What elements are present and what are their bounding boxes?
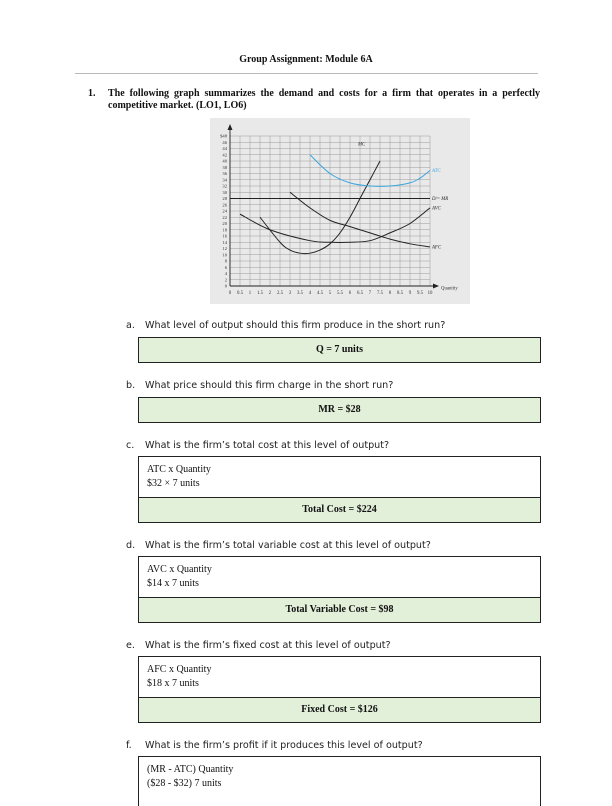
- subq-f-text: What is the firm’s profit if it produces this level of output?: [145, 740, 423, 751]
- question-number: 1.: [88, 88, 96, 99]
- x-tick-label: 10: [427, 291, 433, 296]
- x-tick-label: 0.5: [237, 291, 243, 296]
- x-tick-label: 5.5: [337, 291, 343, 296]
- y-tick-label: 14: [222, 239, 227, 245]
- x-tick-label: 4.5: [317, 291, 323, 296]
- subq-e-work-line-2: $18 x 7 units: [147, 678, 199, 689]
- y-tick-label: 28: [222, 196, 227, 202]
- subq-c-work-line-2: $32 × 7 units: [147, 478, 200, 489]
- subq-d-work-line-2: $14 x 7 units: [147, 578, 199, 589]
- subq-e-answer: Fixed Cost = $126: [138, 697, 541, 723]
- page-title: Group Assignment: Module 6A: [239, 54, 373, 65]
- subq-d-work: [138, 556, 541, 598]
- subq-e-letter: e.: [126, 640, 135, 651]
- x-tick-label: 9: [408, 291, 412, 296]
- y-tick-label: 12: [222, 246, 227, 252]
- y-tick-label: 6: [224, 264, 227, 270]
- subq-b-answer: MR = $28: [138, 397, 541, 423]
- y-tick-label: 46: [222, 139, 227, 145]
- x-tick-label: 3.5: [297, 291, 303, 296]
- subq-a-answer: Q = 7 units: [138, 337, 541, 363]
- subq-b-letter: b.: [126, 380, 136, 391]
- y-tick-label: 8: [224, 258, 227, 264]
- y-tick-label: 42: [222, 152, 227, 158]
- x-tick-label: 2.5: [277, 291, 283, 296]
- series-label-d-mr: D/= MR: [432, 197, 449, 203]
- subq-c-work: [138, 456, 541, 498]
- y-tick-label: 2: [224, 277, 227, 283]
- y-tick-label: $48: [220, 133, 227, 139]
- subq-f-letter: f.: [126, 740, 132, 751]
- subq-f-work: [138, 756, 541, 806]
- subq-c-letter: c.: [126, 440, 135, 451]
- x-tick-label: 8: [388, 291, 392, 296]
- series-label-atc: ATC: [432, 168, 441, 174]
- x-tick-label: 3: [288, 291, 292, 296]
- series-label-avc: AVC: [432, 206, 441, 212]
- subq-e-work: [138, 656, 541, 698]
- question-text: The following graph summarizes the demand and costs for a firm that operates in a perfectly competitive market. (LO1, LO6): [108, 88, 540, 111]
- series-label-afc: AFC: [432, 245, 442, 251]
- x-tick-label: 5: [328, 291, 332, 296]
- x-tick-label: 1: [248, 291, 252, 296]
- subq-e-work-line-1: AFC x Quantity: [147, 664, 212, 675]
- x-tick-label: 8.5: [397, 291, 403, 296]
- subq-c-work-line-1: ATC x Quantity: [147, 464, 211, 475]
- x-tick-label: 7: [368, 291, 372, 296]
- x-tick-label: 1.5: [257, 291, 263, 296]
- y-axis-arrow: [228, 124, 233, 130]
- y-tick-label: 18: [222, 227, 227, 233]
- subq-f-work-line-2: ($28 - $32) 7 units: [147, 778, 222, 789]
- subq-d-answer: Total Variable Cost = $98: [138, 597, 541, 623]
- y-tick-label: 4: [224, 271, 227, 277]
- cost-curves-chart: [210, 118, 470, 304]
- y-tick-label: 38: [222, 164, 227, 170]
- x-tick-label: 4: [308, 291, 312, 296]
- x-tick-label: 7.5: [377, 291, 383, 296]
- header-divider: [75, 73, 538, 74]
- subq-a-letter: a.: [126, 320, 135, 331]
- subq-b-text: What price should this firm charge in the short run?: [145, 380, 394, 391]
- y-tick-label: 22: [222, 214, 227, 220]
- subq-d-work-line-1: AVC x Quantity: [147, 564, 212, 575]
- x-axis-arrow: [433, 284, 439, 289]
- chart-svg: [210, 118, 470, 304]
- subq-f-work-line-1: (MR - ATC) Quantity: [147, 764, 234, 775]
- y-tick-label: 10: [222, 252, 227, 258]
- x-tick-label: 6.5: [357, 291, 363, 296]
- y-tick-label: 40: [222, 158, 227, 164]
- x-tick-label: 9.5: [417, 291, 423, 296]
- subq-e-text: What is the firm’s fixed cost at this level of output?: [145, 640, 391, 651]
- x-tick-label: 2: [268, 291, 272, 296]
- y-tick-label: 32: [222, 183, 227, 189]
- subq-d-text: What is the firm’s total variable cost at this level of output?: [145, 540, 431, 551]
- y-tick-label: 30: [222, 189, 227, 195]
- subq-c-answer: Total Cost = $224: [138, 497, 541, 523]
- y-tick-label: 26: [222, 202, 227, 208]
- x-axis-label: Quantity: [441, 286, 458, 292]
- x-tick-label: 0: [228, 291, 232, 296]
- y-tick-label: 44: [222, 146, 227, 152]
- subq-c-text: What is the firm’s total cost at this level of output?: [145, 440, 390, 451]
- x-tick-label: 6: [348, 291, 352, 296]
- y-tick-label: 34: [222, 177, 227, 183]
- y-tick-label: 20: [222, 221, 227, 227]
- series-line-avc: [240, 208, 430, 243]
- subq-a-text: What level of output should this firm produce in the short run?: [145, 320, 446, 331]
- y-tick-label: 24: [222, 208, 227, 214]
- subq-d-letter: d.: [126, 540, 136, 551]
- y-tick-label: 16: [222, 233, 227, 239]
- y-tick-label: 0: [224, 283, 227, 289]
- series-label-mc: MC: [358, 142, 366, 148]
- y-tick-label: 36: [222, 171, 227, 177]
